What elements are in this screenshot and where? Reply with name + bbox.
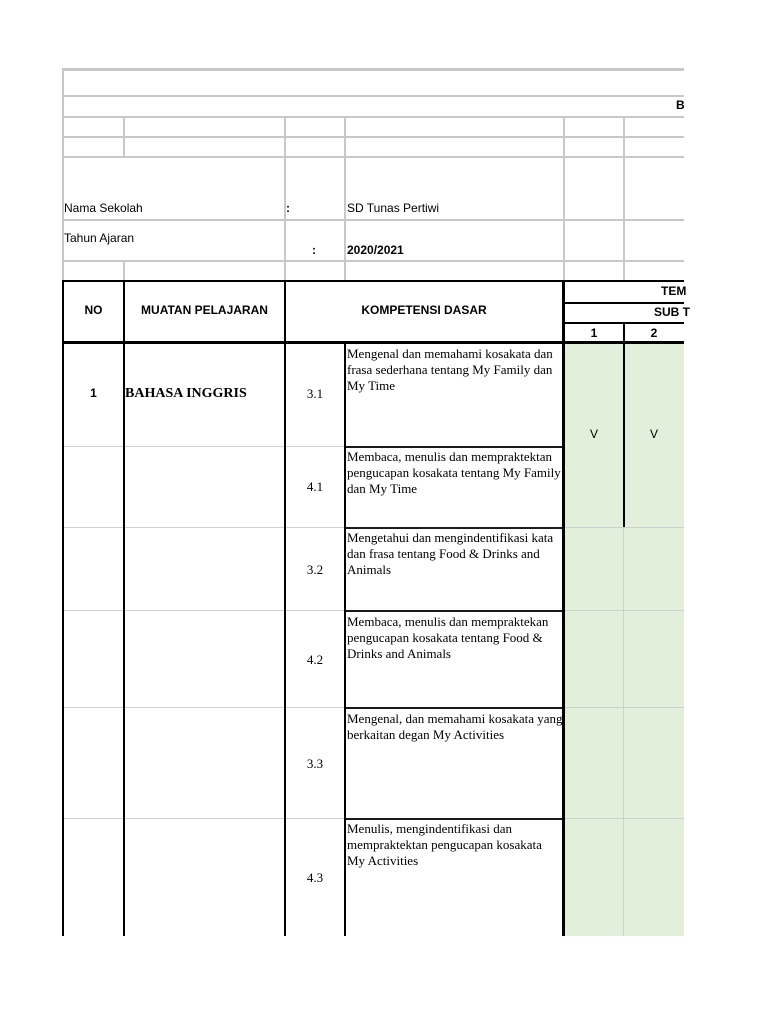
grid-line (564, 527, 684, 528)
grid-line (286, 610, 344, 611)
row-competency-text: Mengetahui dan mengindentifikasi kata dan frasa tentang Food & Drinks and Animals (347, 530, 554, 577)
table-border (123, 280, 125, 936)
row-code: 3.3 (306, 756, 324, 771)
year-colon: : (312, 243, 316, 257)
table-border (344, 344, 346, 936)
grid-line (286, 527, 344, 528)
year-label: Tahun Ajaran (64, 231, 135, 245)
check-sub1: V (589, 427, 598, 441)
grid-line (123, 260, 125, 280)
grid-line (62, 68, 684, 71)
grid-line (344, 116, 346, 280)
row-code: 4.3 (306, 870, 324, 885)
grid-line (62, 156, 684, 158)
grid-line (564, 818, 684, 819)
grid-line (64, 446, 284, 447)
grid-line (62, 95, 684, 97)
row-competency-text: Membaca, menulis dan mempraktektan pengucapan kosakata tentang My Family dan My Time (347, 449, 561, 496)
grid-line (286, 446, 344, 447)
school-label: Nama Sekolah (64, 201, 143, 215)
grid-line (286, 707, 344, 708)
grid-line (64, 610, 284, 611)
row-competency-text: Mengenal dan memahami kosakata dan frasa sederhana tentang My Family dan My Time (347, 346, 553, 393)
table-border (564, 302, 684, 304)
school-colon: : (286, 201, 290, 215)
grid-line (564, 707, 684, 708)
row-number: 1 (90, 386, 97, 400)
grid-line (623, 527, 624, 936)
table-border (346, 610, 562, 612)
check-sub2: V (649, 427, 658, 441)
table-border (346, 707, 562, 709)
row-competency-text: Membaca, menulis dan mempraktekan pengucapan kosakata tentang Food & Drinks and Animals (347, 614, 549, 661)
column-header-subject: MUATAN PELAJARAN (141, 303, 268, 317)
grid-line (563, 116, 565, 280)
row-competency-text: Mengenal, dan memahami kosakata yang berkaitan degan My Activities (347, 711, 563, 742)
column-header-subtheme: SUB T (654, 305, 690, 319)
column-header-no: NO (84, 303, 103, 317)
grid-line (564, 610, 684, 611)
year-value: 2020/2021 (347, 243, 404, 257)
grid-line (62, 68, 64, 280)
grid-line (623, 116, 625, 280)
table-border (623, 322, 625, 527)
row-subject: BAHASA INGGRIS (125, 386, 247, 401)
row-competency-text: Menulis, mengindentifikasi dan mempraktektan pengucapan kosakata My Activities (347, 821, 542, 868)
grid-line (62, 136, 684, 138)
grid-line (62, 219, 684, 221)
table-border (346, 818, 562, 820)
column-header-sub2: 2 (650, 326, 658, 340)
table-border (62, 280, 684, 282)
table-border (346, 446, 562, 448)
column-header-competency: KOMPETENSI DASAR (361, 303, 487, 317)
row-code: 4.1 (306, 479, 324, 494)
school-value: SD Tunas Pertiwi (347, 201, 440, 215)
table-border (284, 280, 286, 936)
grid-line (286, 818, 344, 819)
table-border (346, 527, 562, 529)
row-code: 3.2 (306, 562, 324, 577)
column-header-theme: TEM (661, 284, 687, 298)
row-code: 4.2 (306, 652, 324, 667)
table-border (62, 341, 684, 344)
grid-line (64, 818, 284, 819)
sheet-title-fragment: B (676, 98, 685, 112)
grid-line (62, 116, 684, 118)
grid-line (123, 116, 125, 158)
grid-line (62, 260, 684, 262)
grid-line (284, 116, 286, 280)
column-header-sub1: 1 (590, 326, 598, 340)
grid-line (64, 527, 284, 528)
grid-line (64, 707, 284, 708)
table-border (62, 280, 64, 936)
row-code: 3.1 (306, 386, 324, 401)
